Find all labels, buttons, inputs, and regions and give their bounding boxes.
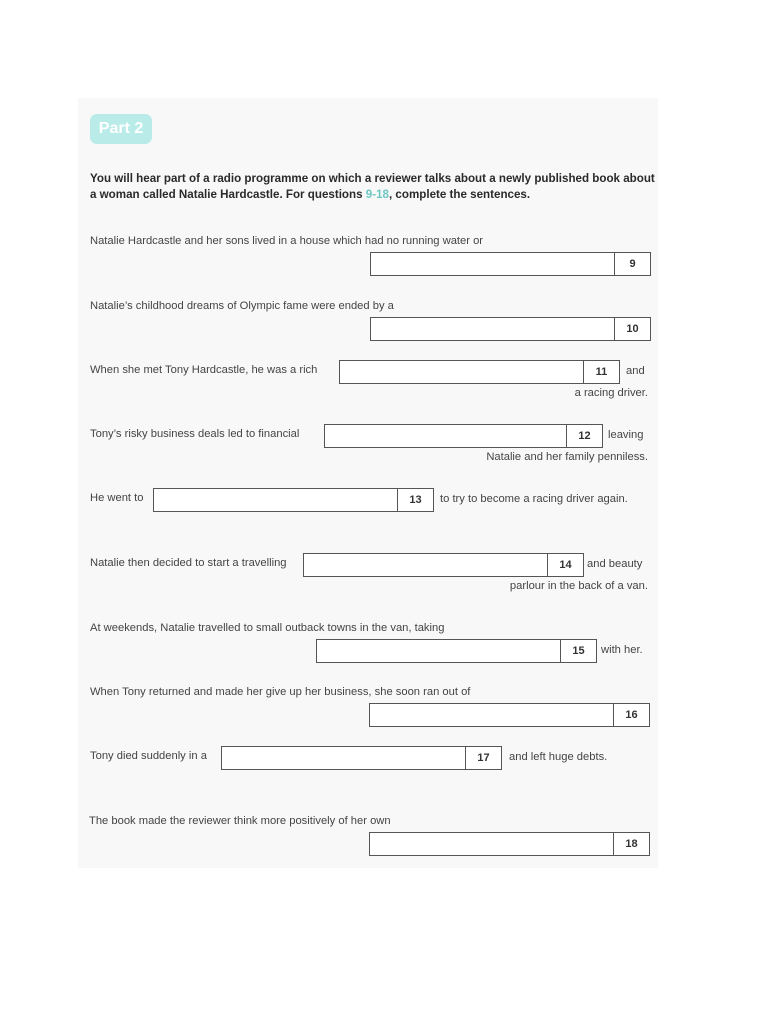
question-number: 13 xyxy=(397,489,433,511)
question-13-text: He went to xyxy=(90,492,144,504)
answer-box-14[interactable] xyxy=(303,553,584,577)
instructions-text: You will hear part of a radio programme on which a reviewer talks about a newly published book about a woman called Natalie Hardcastle. For questions xyxy=(90,172,655,201)
answer-box-12[interactable] xyxy=(324,424,603,448)
question-number: 11 xyxy=(583,361,619,383)
instructions-end: , complete the sentences. xyxy=(388,188,531,201)
question-11-after: and xyxy=(626,365,645,377)
question-14-text: Natalie then decided to start a travelling xyxy=(90,557,287,569)
question-range: 9-18 xyxy=(365,188,389,201)
question-number: 17 xyxy=(465,747,501,769)
answer-box-16[interactable] xyxy=(369,703,650,727)
question-14-continuation: parlour in the back of a van. xyxy=(509,580,648,592)
question-17-text: Tony died suddenly in a xyxy=(90,750,207,762)
question-15-text: At weekends, Natalie travelled to small outback towns in the van, taking xyxy=(90,622,445,634)
question-number: 16 xyxy=(613,704,649,726)
question-9-text: Natalie Hardcastle and her sons lived in a house which had no running water or xyxy=(90,235,484,247)
question-13-after: to try to become a racing driver again. xyxy=(440,493,628,505)
answer-box-13[interactable] xyxy=(153,488,434,512)
answer-box-18[interactable] xyxy=(369,832,650,856)
instructions xyxy=(90,171,660,203)
question-11-continuation: a racing driver. xyxy=(574,387,648,399)
question-11-text: When she met Tony Hardcastle, he was a rich xyxy=(90,364,318,376)
part-badge: Part 2 xyxy=(90,114,152,144)
question-number: 18 xyxy=(613,833,649,855)
question-number: 10 xyxy=(614,318,650,340)
question-16-text: When Tony returned and made her give up her business, she soon ran out of xyxy=(90,686,471,698)
question-12-text: Tony’s risky business deals led to financial xyxy=(90,428,300,440)
question-18-text: The book made the reviewer think more positively of her own xyxy=(89,815,391,827)
question-12-after: leaving xyxy=(608,429,644,441)
question-number: 15 xyxy=(560,640,596,662)
question-10-text: Natalie’s childhood dreams of Olympic fame were ended by a xyxy=(90,300,394,312)
answer-box-15[interactable] xyxy=(316,639,597,663)
question-17-after: and left huge debts. xyxy=(509,751,608,763)
question-14-after: and beauty xyxy=(587,558,643,570)
question-12-continuation: Natalie and her family penniless. xyxy=(486,451,648,463)
answer-box-9[interactable] xyxy=(370,252,651,276)
question-15-after: with her. xyxy=(601,644,643,656)
question-number: 14 xyxy=(547,554,583,576)
question-number: 9 xyxy=(614,253,650,275)
answer-box-17[interactable] xyxy=(221,746,502,770)
question-number: 12 xyxy=(566,425,602,447)
answer-box-10[interactable] xyxy=(370,317,651,341)
answer-box-11[interactable] xyxy=(339,360,620,384)
